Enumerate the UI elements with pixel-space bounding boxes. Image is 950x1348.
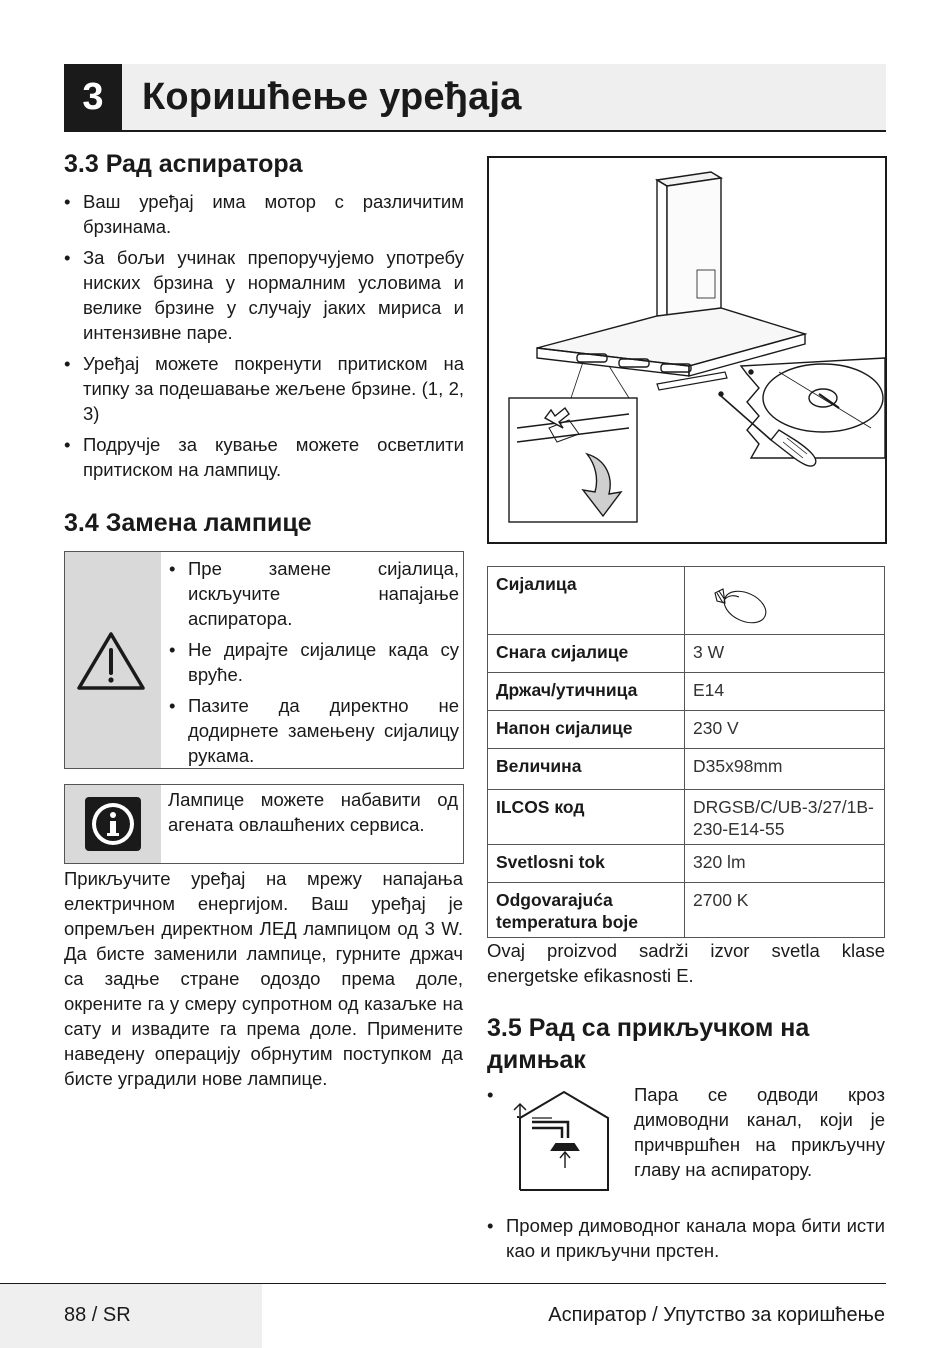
energy-class-note: Ovaj proizvod sadrži izvor svetla klase energetske efikasnosti E. — [487, 940, 885, 986]
table-row: Odgovarajuća temperatura boje 2700 K — [488, 883, 885, 938]
table-row: ILCOS код DRGSB/C/UB-3/27/1B-230-E14-55 — [488, 790, 885, 845]
list-item: • Подручје за кување можете осветлити притиском на лампицу. — [64, 434, 464, 480]
bullet-icon: • — [64, 353, 71, 374]
list-item: • Пре замене сијалица, искључите напајање аспиратора. — [169, 558, 459, 629]
bullet-icon: • — [487, 1084, 494, 1105]
page-number: 88 / SR — [64, 1304, 131, 1326]
list-item: • Пазите да директно не додирнете замењену сијалицу рукама. — [169, 695, 459, 766]
info-icon — [65, 785, 161, 863]
chapter-number: 3 — [64, 64, 122, 130]
info-box — [64, 784, 464, 864]
lamp-replacement-paragraph: Прикључите уређај на мрежу напајања електричном енергијом. Ваш уређај је опремљен директном ЛЕД лампицом од 3 W. Да бисте заменили лампице, гурните држач са задње стране одоздо према доле, окрените га у смеру супротном од казаљке на сату и извадите га према доле. Примените наведену операцију обрнутим поступком да бисте уградили нове лампице. — [64, 868, 463, 1089]
bullet-icon: • — [64, 191, 71, 212]
footer-page-panel — [0, 1284, 262, 1348]
table-row: Држач/утичница E14 — [488, 673, 885, 711]
list-item: • Промер димоводног канала мора бити исти као и прикључни прстен. — [487, 1215, 885, 1261]
table-row: Снага сијалице 3 W — [488, 635, 885, 673]
bullet-icon: • — [64, 247, 71, 268]
table-row: Сијалица — [488, 567, 885, 635]
bullet-icon: • — [64, 434, 71, 455]
section-3-4-heading: 3.4 Замена лампице — [64, 509, 312, 537]
list-item: • За бољи учинак препоручујемо употребу ниских брзина у нормалним условима и велике брзине у случају јаких мириса и интензивне паре. — [64, 247, 464, 343]
table-row: Svetlosni tok 320 lm — [488, 845, 885, 883]
warning-box — [64, 551, 464, 769]
section-3-5-heading: 3.5 Рад са прикључком на димњак — [487, 1014, 810, 1074]
bullet-icon: • — [169, 639, 176, 660]
bullet-icon: • — [169, 695, 176, 716]
info-text: Лампице можете набавити од агената овлашћених сервиса. — [168, 789, 458, 835]
warning-icon — [65, 552, 161, 768]
list-item: • Не дирајте сијалице када су вруће. — [169, 639, 459, 685]
bulb-spec-table — [487, 566, 885, 938]
light-bulb-icon — [693, 573, 773, 625]
chapter-title: Коришћење уређаја — [142, 76, 522, 118]
cooker-hood-image — [489, 158, 885, 542]
bullet-icon: • — [487, 1215, 494, 1236]
footer-title: Аспиратор / Упутство за коришћење — [548, 1304, 885, 1326]
table-row: Напон сијалице 230 V — [488, 711, 885, 749]
chimney-duct-icon — [504, 1088, 620, 1194]
table-row: Величина D35x98mm — [488, 749, 885, 790]
list-item: • Уређај можете покренути притиском на типку за подешавање жељене брзине. (1, 2, 3) — [64, 353, 464, 424]
hood-illustration — [487, 156, 887, 544]
chapter-header — [64, 64, 886, 132]
list-item: • Ваш уређај има мотор с различитим брзинама. — [64, 191, 464, 237]
bullet-icon: • — [169, 558, 176, 579]
section-3-3-heading: 3.3 Рад аспиратора — [64, 150, 303, 178]
list-item: Пара се одводи кроз димоводни канал, који је причвршћен на прикључну главу на аспиратору. — [634, 1084, 885, 1180]
